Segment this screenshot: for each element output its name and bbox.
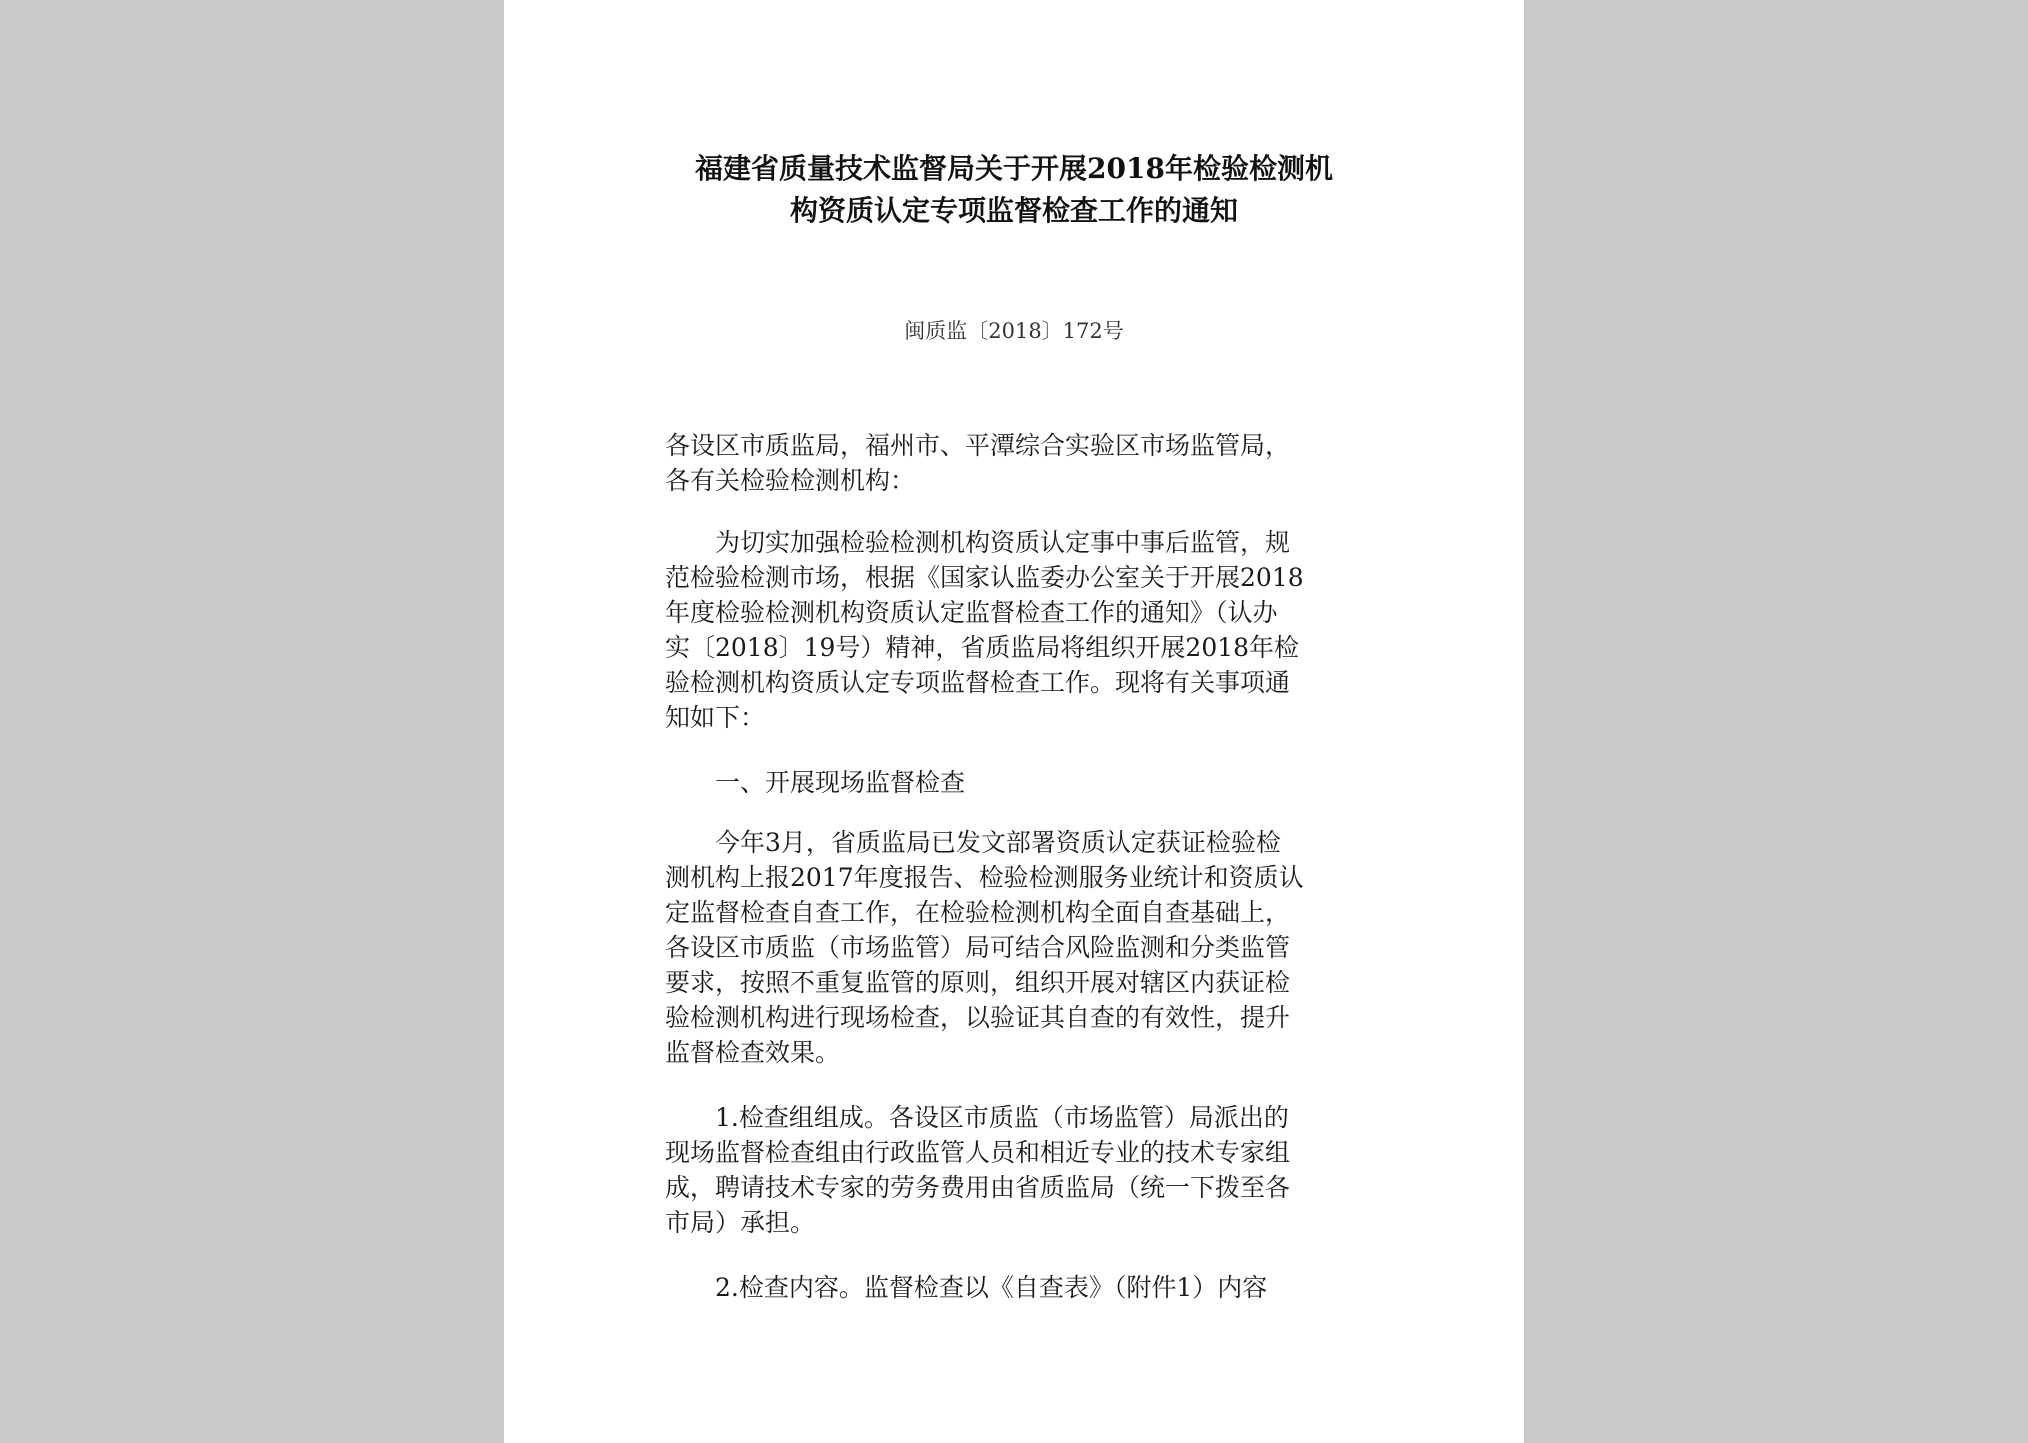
paragraph-line: 市局）承担。 [665,1208,816,1237]
paragraph-line: 今年3月，省质监局已发文部署资质认定获证检验检 [665,828,1281,857]
document-title [504,148,1524,232]
section-heading-text: 一、开展现场监督检查 [665,768,966,797]
paragraph-line: 范检验检测市场，根据《国家认监委办公室关于开展2018 [665,563,1304,592]
paragraph-line: 定监督检查自查工作，在检验检测机构全面自查基础上， [665,898,1291,927]
document-page [504,0,1524,1443]
paragraph-line: 知如下： [665,703,766,732]
addressee-line-1: 各设区市质监局，福州市、平潭综合实验区市场监管局， [665,431,1291,460]
paragraph-line: 1.检查组组成。各设区市质监（市场监管）局派出的 [665,1103,1289,1132]
document-number: 闽质监〔2018〕172号 [904,319,1124,343]
paragraph-intro [665,525,1385,735]
paragraph-team-composition [665,1100,1385,1240]
addressee-line-2: 各有关检验检测机构： [665,466,916,495]
paragraph-line: 2.检查内容。监督检查以《自查表》（附件1）内容 [665,1273,1268,1302]
paragraph-line: 各设区市质监（市场监管）局可结合风险监测和分类监管 [665,933,1291,962]
paragraph-line: 现场监督检查组由行政监管人员和相近专业的技术专家组 [665,1138,1291,1167]
paragraph-line: 要求，按照不重复监管的原则，组织开展对辖区内获证检 [665,968,1291,997]
section-heading-1 [665,765,1385,800]
paragraph-onsite-inspection [665,825,1385,1070]
paragraph-line: 测机构上报2017年度报告、检验检测服务业统计和资质认 [665,863,1304,892]
paragraph-line: 实〔2018〕19号）精神，省质监局将组织开展2018年检 [665,633,1300,662]
paragraph-inspection-content [665,1270,1385,1305]
paragraph-line: 成，聘请技术专家的劳务费用由省质监局（统一下拨至各 [665,1173,1291,1202]
paragraph-line: 为切实加强检验检测机构资质认定事中事后监管，规 [665,528,1291,557]
paragraph-line: 年度检验检测机构资质认定监督检查工作的通知》（认办 [665,598,1278,627]
title-line-2: 构资质认定专项监督检查工作的通知 [789,194,1238,227]
title-line-1: 福建省质量技术监督局关于开展2018年检验检测机 [695,152,1333,185]
paragraph-line: 验检测机构资质认定专项监督检查工作。现将有关事项通 [665,668,1291,697]
addressee-block [665,428,1385,498]
paragraph-line: 验检测机构进行现场检查，以验证其自查的有效性，提升 [665,1003,1291,1032]
paragraph-line: 监督检查效果。 [665,1038,841,1067]
